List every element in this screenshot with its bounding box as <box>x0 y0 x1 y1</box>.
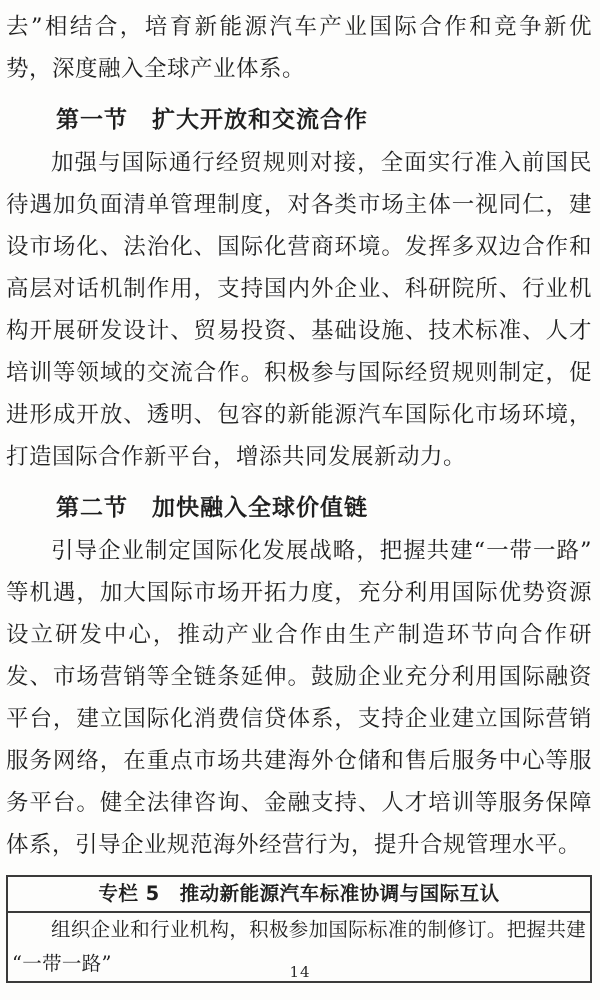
section-heading-1: 第一节 扩大开放和交流合作 <box>56 106 368 133</box>
page-number: 14 <box>289 963 311 981</box>
page-content <box>6 6 592 983</box>
section-1-paragraph: 加强与国际通行经贸规则对接，全面实行准入前国民待遇加负面清单管理制度，对各类市场主体一视同仁，建设市场化、法治化、国际化营商环境。发挥多双边合作和高层对话机制作用，支持国内外企业、科研院所、行业机构开展研发设计、贸易投资、基础设施、技术标准、人才培训等领域的交流合作。积极参与国际经贸规则制定，促进形成开放、透明、包容的新能源汽车国际化市场环境，打造国际合作新平台，增添共同发展新动力。 <box>6 150 592 470</box>
continuation-paragraph: 去”相结合，培育新能源汽车产业国际合作和竞争新优势，深度融入全球产业体系。 <box>6 14 592 82</box>
callout-box-content: 组织企业和行业机构，积极参加国际标准的制修订。把握共建“一带一路” <box>12 918 586 975</box>
callout-box-title: 专栏 5 推动新能源汽车标准协调与国际互认 <box>8 877 590 913</box>
section-heading-2: 第二节 加快融入全球价值链 <box>56 494 368 521</box>
section-2-paragraph: 引导企业制定国际化发展战略，把握共建“一带一路”等机遇，加大国际市场开拓力度，充分利用国际优势资源设立研发中心，推动产业合作由生产制造环节向合作研发、市场营销等全链条延伸。鼓励企业充分利用国际融资平台，建立国际化消费信贷体系，支持企业建立国际营销服务网络，在重点市场共建海外仓储和售后服务中心等服务平台。健全法律咨询、金融支持、人才培训等服务保障体系，引导企业规范海外经营行为，提升合规管理水平。 <box>6 538 592 858</box>
